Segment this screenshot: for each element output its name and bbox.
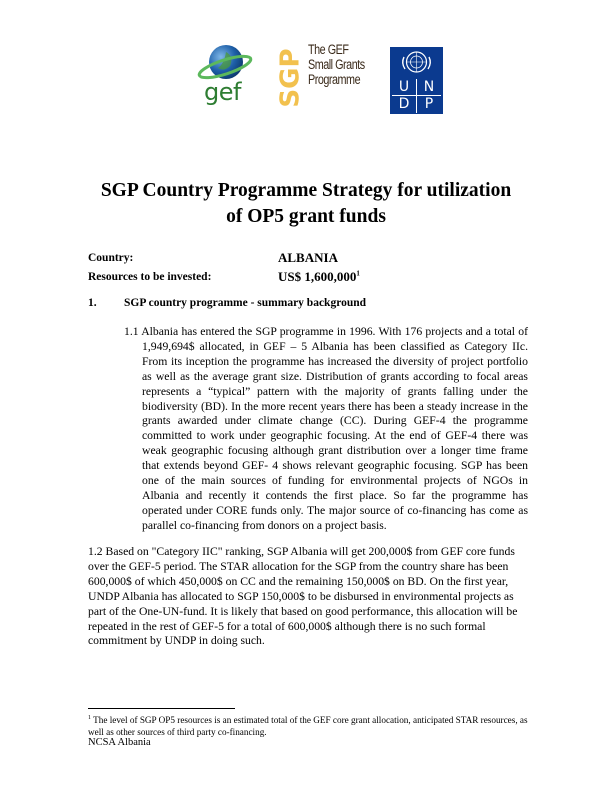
resources-value: US$ 1,600,000$^1$ (278, 269, 360, 284)
sgp-letters-icon (275, 40, 306, 116)
sgp-wordmark: The GEF Small Grants Programme (308, 42, 365, 87)
paragraph-1-2: 1.2 Based on "Category IIC" ranking, SGP Albania will get 200,000$ from GEF core funds over the GEF-5 period. The STAR allocation for the SGP from the country share has been 600,000$ of which 450,000$ on CC and the remaining 150,000$ on BD. On the first year, UNDP Albania has allocated to SGP 150,000$ to be disbursed in environmental projects as part of the One-UN-fund. It is likely that based on good performance, this allocation will be repeated in the rest of GEF-5 for a total of 600,000$ although there is no such formal commitment by UNDP in doing such. (88, 545, 518, 648)
footer-text: NCSA Albania (88, 737, 151, 748)
footnote-text: The level of SGP OP5 resources is an estimated total of the GEF core grant allocation, anticipated STAR resources, as well as other sources of third party co-financing. (88, 715, 528, 737)
svg-text:SGP: SGP (275, 48, 306, 108)
footnote-separator (88, 708, 235, 709)
country-label: Country: (88, 252, 134, 264)
resources-label: Resources to be invested: (88, 271, 212, 283)
footnote (88, 713, 528, 738)
paragraph-1-1: 1.1 Albania has entered the SGP programme in 1996. With 176 projects and a total of 1,949,694$ allocated, in GEF – 5 Albania has been classified as Category IIc. From its inception the programme has increased the diversity of project portfolio as well as the average grant size. Distribution of grants according to focal areas represents a “typical” pattern with the majority of grants falling under the biodiversity (BD). In the more recent years there has been a steady increase in the grants awarded under climate change (CC). During GEF-4 the programme committed to work under geographic focusing. At the end of GEF-4 there was weak geographic focusing although grant distribution over a longer time frame that extends beyond GEF- 4 shows relevant geographic focusing. SGP has been one of the main sources of funding for environmental projects of NGOs in Albania and recently it contends the first place. So far the programme has operated under CORE funds only. The major source of co-financing has come as parallel co-financing from donors on a project basis. (124, 325, 528, 532)
sgp-logo (275, 40, 368, 116)
section-title: SGP country programme - summary background (124, 297, 367, 309)
un-emblem-icon (390, 47, 443, 77)
undp-letter-p: P (424, 96, 434, 112)
undp-letter-u: U (398, 79, 410, 95)
section-heading (88, 297, 366, 309)
footnote-ref[interactable]: 1 (356, 269, 360, 278)
undp-divider (416, 79, 417, 113)
gef-wordmark: gef (204, 78, 241, 106)
undp-letter-d: D (398, 96, 410, 112)
undp-letter-n: N (423, 79, 435, 95)
header-logos (0, 40, 612, 120)
undp-divider (392, 95, 441, 96)
gef-logo (196, 42, 256, 114)
page-title: SGP Country Programme Strategy for utilization of OP5 grant funds (100, 180, 512, 227)
footnote-number: 1 (88, 715, 91, 721)
undp-logo (390, 47, 443, 114)
country-value: ALBANIA (278, 250, 338, 265)
section-number: 1. (88, 297, 97, 309)
